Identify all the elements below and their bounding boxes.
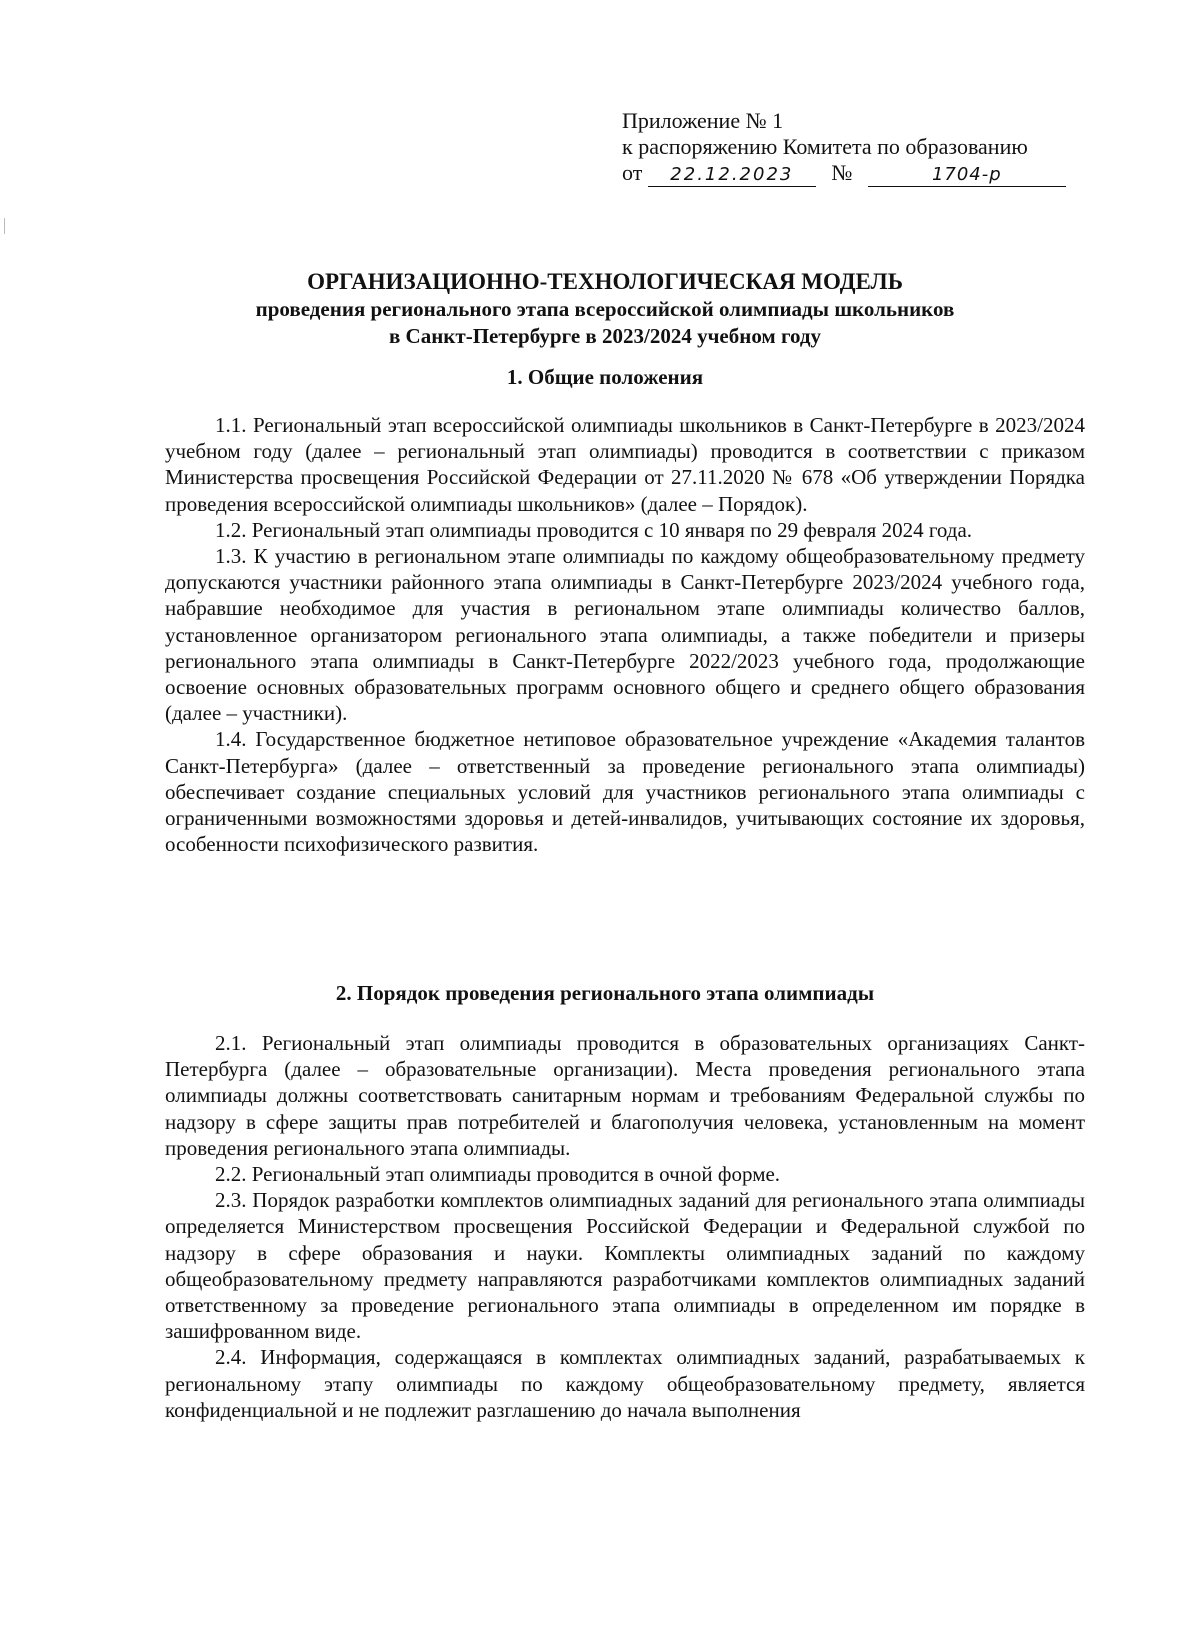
section-2-body [165,1030,1085,1423]
date-prefix: от [622,160,643,185]
paragraph-1-1: 1.1. Региональный этап всероссийской олимпиады школьников в Санкт-Петербурге в 2023/2024 учебном году (далее – региональный этап олимпиады) проводится в соответствии с приказом Министерства просвещения Российской Федерации от 27.11.2020 № 678 «Об утверждении Порядка проведения всероссийской олимпиады школьников» (далее – Порядок). [165,413,1085,516]
appendix-reference: к распоряжению Комитета по образованию [622,134,1028,159]
paragraph-2-4: 2.4. Информация, содержащаяся в комплектах олимпиадных заданий, разрабатываемых к региональному этапу олимпиады по каждому общеобразовательному предмету, является конфиденциальной и не подлежит разглашению до начала выполнения [165,1345,1085,1422]
paragraph-1-3: 1.3. К участию в региональном этапе олимпиады по каждому общеобразовательному предмету допускаются участники районного этапа олимпиады в Санкт-Петербурге 2023/2024 учебного года, набравшие необходимое для участия в региональном этапе олимпиады количество баллов, установленное организатором регионального этапа олимпиады, а также победители и призеры регионального этапа олимпиады в Санкт-Петербурге 2022/2023 учебного года, продолжающие освоение основных образовательных программ основного общего и среднего общего образования (далее – участники). [165,544,1085,726]
handwritten-number: 1704-р [868,164,1066,187]
paragraph-2-3: 2.3. Порядок разработки комплектов олимпиадных заданий для регионального этапа олимпиады определяется Министерством просвещения Российской Федерации и Федеральной службой по надзору в сфере образования и науки. Комплекты олимпиадных заданий по каждому общеобразовательному предмету направляются разработчиками комплектов олимпиадных заданий ответственному за проведение регионального этапа олимпиады в определенном им порядке в зашифрованном виде. [165,1188,1085,1344]
section-heading-1: 1. Общие положения [506,365,704,389]
paragraph-1-4: 1.4. Государственное бюджетное нетиповое образовательное учреждение «Академия талантов Санкт-Петербурга» (далее – ответственный за проведение регионального этапа олимпиады) обеспечивает создание специальных условий для участников регионального этапа олимпиады с ограниченными возможностями здоровья и детей-инвалидов, учитывающих состояние их здоровья, особенности психофизического развития. [165,727,1085,857]
number-sign: № [831,160,853,185]
scan-mark [4,218,5,234]
paragraph-2-2: 2.2. Региональный этап олимпиады проводится в очной форме. [215,1162,781,1187]
paragraph-2-1: 2.1. Региональный этап олимпиады проводится в образовательных организациях Санкт-Петербурга (далее – образовательные организации). Места проведения регионального этапа олимпиады должны соответствовать санитарным нормам и требованиям Федеральной службы по надзору в сфере защиты прав потребителей и благополучия человека, установленным на момент проведения регионального этапа олимпиады. [165,1031,1085,1160]
document-title [160,268,1050,350]
title-main: ОРГАНИЗАЦИОННО-ТЕХНОЛОГИЧЕСКАЯ МОДЕЛЬ [307,269,903,294]
section-heading-2: 2. Порядок проведения регионального этапа олимпиады [335,981,875,1005]
section-1-body [165,412,1085,857]
appendix-number: Приложение № 1 [622,108,784,133]
appendix-header [622,108,1092,187]
appendix-date-number-row [622,160,1092,187]
handwritten-date: 22.12.2023 [648,164,816,187]
title-subtitle-1: проведения регионального этапа всероссийской олимпиады школьников [255,297,955,321]
title-subtitle-2: в Санкт-Петербурге в 2023/2024 учебном году [388,324,822,348]
paragraph-1-2: 1.2. Региональный этап олимпиады проводится с 10 января по 29 февраля 2024 года. [215,517,973,542]
